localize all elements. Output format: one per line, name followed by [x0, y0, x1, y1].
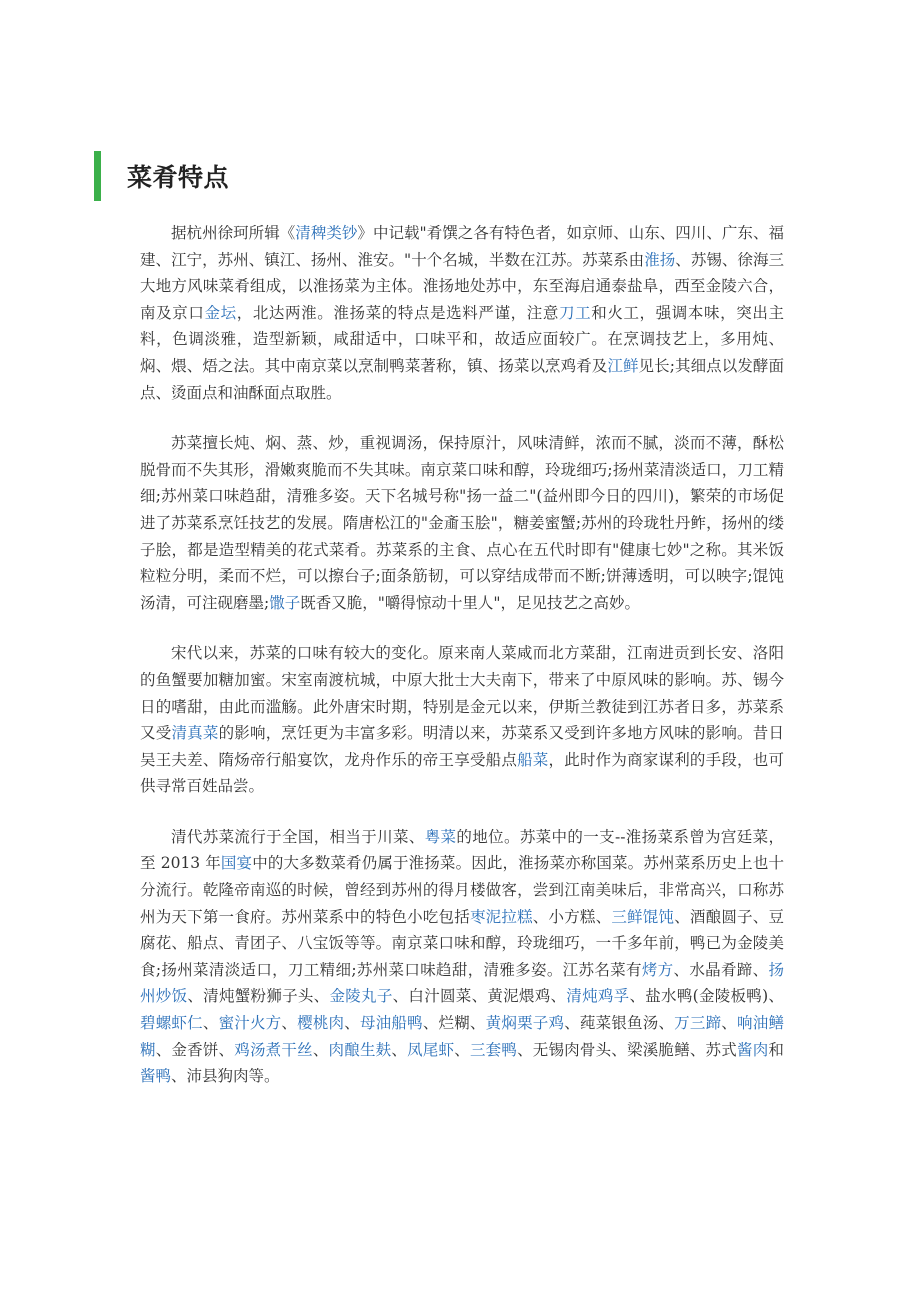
article-link[interactable]: 万三蹄 [674, 1014, 722, 1033]
article-link[interactable]: 黄焖栗子鸡 [485, 1014, 565, 1033]
article-link[interactable]: 清稗类钞 [295, 224, 358, 242]
article-link[interactable]: 母油船鸭 [359, 1014, 423, 1033]
article-paragraph [140, 430, 784, 616]
paragraph-text: 、 [721, 1014, 737, 1033]
article-paragraph [140, 640, 784, 800]
article-link[interactable]: 船菜 [517, 750, 549, 769]
article-link[interactable]: 碧螺虾仁 [140, 1014, 203, 1033]
article-link[interactable]: 扬州炒饭 [140, 960, 784, 1006]
article-paragraph [140, 824, 784, 1090]
paragraph-text: 清代苏菜流行于全国，相当于川菜、 [171, 827, 425, 846]
paragraph-text: ，北达两淮。淮扬菜的特点是选料严谨，注意 [236, 303, 559, 322]
article-link[interactable]: 鸡汤煮干丝 [234, 1040, 313, 1059]
paragraph-text: 中的大多数菜肴仍属于淮扬菜。因此，淮扬菜亦称国菜。苏州菜系历史上也十分流行。乾隆帝南巡的时候，曾经到苏州的得月楼做客，尝到江南美味后，非常高兴，口称苏州为天下第一食府。苏州菜系中的特色小吃包括 [140, 854, 784, 926]
paragraph-text: 的地位。苏菜中的一支--淮扬菜系曾为宫廷菜，至 2013 年 [140, 827, 784, 873]
paragraph-text: 、小方糕、 [532, 907, 612, 926]
article-link[interactable]: 金陵丸子 [329, 987, 393, 1006]
article-link[interactable]: 馓子 [269, 593, 301, 612]
paragraph-text: 、沛县狗肉等。 [171, 1067, 280, 1086]
article-body [140, 220, 784, 1114]
paragraph-text: 、清炖蟹粉狮子头、 [187, 987, 330, 1006]
paragraph-text: 、盐水鸭(金陵板鸭)、 [629, 987, 784, 1006]
paragraph-text: 、 [202, 1014, 219, 1033]
paragraph-text: 、白汁圆菜、黄泥煨鸡、 [392, 987, 567, 1006]
paragraph-text: 见长;其细点以发酵面点、烫面点和油酥面点取胜。 [140, 356, 784, 402]
paragraph-text: 和 [768, 1040, 784, 1059]
paragraph-text: 既香又脆，"嚼得惊动十里人"，足见技艺之高妙。 [300, 593, 641, 612]
article-link[interactable]: 酱鸭 [140, 1067, 172, 1086]
paragraph-text: 、金香饼、 [155, 1040, 235, 1059]
article-link[interactable]: 三鲜馄饨 [611, 907, 675, 926]
article-link[interactable]: 酱肉 [736, 1040, 769, 1059]
paragraph-text: 、烂糊、 [422, 1014, 486, 1033]
paragraph-text: 的影响，烹饪更为丰富多彩。明清以来，苏菜系又受到许多地方风味的影响。昔日吴王夫差、隋炀帝行船宴饮，龙舟作乐的帝王享受船点 [140, 724, 784, 769]
article-paragraph [140, 220, 784, 406]
article-link[interactable]: 蜜汁火方 [218, 1014, 282, 1033]
article-link[interactable]: 枣泥拉糕 [469, 907, 533, 926]
paragraph-text: 、 [344, 1014, 360, 1033]
paragraph-text: ，此时作为商家谋利的手段，也可供寻常百姓品尝。 [140, 750, 784, 796]
article-link[interactable]: 清真菜 [171, 724, 219, 743]
paragraph-text: 、 [312, 1040, 329, 1059]
paragraph-text: 据杭州徐珂所辑《 [171, 224, 296, 242]
article-link[interactable]: 粤菜 [424, 827, 457, 846]
paragraph-text: 苏菜擅长炖、焖、蒸、炒，重视调汤，保持原汁，风味清鲜，浓而不腻，淡而不薄，酥松脱骨而不失其形，滑嫩爽脆而不失其味。南京菜口味和醇，玲珑细巧;扬州菜清淡适口，刀工精细;苏州菜口味趋甜，清雅多姿。天下名城号称"扬一益二"(益州即今日的四川)，繁荣的市场促进了苏菜系烹饪技艺的发展。隋唐松江的"金齑玉脍"，糖姜蜜蟹;苏州的玲珑牡丹鲊，扬州的缕子脍，都是造型精美的花式菜肴。苏菜系的主食、点心在五代时即有"健康七妙"之称。其米饭粒粒分明，柔而不烂，可以擦台子;面条筋韧，可以穿结成带而不断;饼薄透明，可以映字;馄饨汤清，可注砚磨墨; [140, 434, 784, 612]
paragraph-text: 、无锡肉骨头、梁溪脆鳝、苏式 [517, 1040, 737, 1059]
article-link[interactable]: 响油鳝糊 [140, 1014, 784, 1059]
paragraph-text: 、 [454, 1040, 470, 1059]
paragraph-text: 、苏锡、徐海三大地方风味菜肴组成，以淮扬菜为主体。淮扬地处苏中，东至海启通泰盐阜，西至金陵六合，南及京口 [140, 250, 784, 322]
article-link[interactable]: 凤尾虾 [407, 1040, 455, 1059]
article-link[interactable]: 江鲜 [607, 356, 639, 375]
article-link[interactable]: 刀工 [558, 303, 592, 322]
paragraph-text: 、水晶肴蹄、 [673, 960, 769, 979]
article-link[interactable]: 金坛 [204, 303, 237, 322]
article-link[interactable]: 淮扬 [644, 250, 676, 269]
section-heading [94, 151, 229, 201]
article-link[interactable]: 国宴 [220, 854, 253, 873]
article-link[interactable]: 烤方 [641, 960, 674, 979]
paragraph-text: 和火工，强调本味，突出主料，色调淡雅，造型新颖，咸甜适中，口味平和，故适应面较广。在烹调技艺上，多用炖、焖、煨、焐之法。其中南京菜以烹制鸭菜著称，镇、扬菜以烹鸡肴及 [140, 303, 784, 375]
paragraph-text: 、莼菜银鱼汤、 [564, 1014, 675, 1033]
article-link[interactable]: 樱桃肉 [297, 1014, 345, 1033]
article-link[interactable]: 清炖鸡孚 [566, 987, 630, 1006]
heading-accent-bar [94, 151, 101, 201]
paragraph-text: 》中记载"肴馔之各有特色者，如京师、山东、四川、广东、福建、江宁，苏州、镇江、扬州、淮安。"十个名城，半数在江苏。苏菜系由 [140, 224, 784, 269]
paragraph-text: 宋代以来，苏菜的口味有较大的变化。原来南人菜咸而北方菜甜，江南进贡到长安、洛阳的鱼蟹要加糖加蜜。宋室南渡杭城，中原大批士大夫南下，带来了中原风味的影响。苏、锡今日的嗜甜，由此而滥觞。此外唐宋时期，特别是金元以来，伊斯兰教徒到江苏者日多，苏菜系又受 [140, 644, 784, 743]
paragraph-text: 、酒酿圆子、豆腐花、船点、青团子、八宝饭等等。南京菜口味和醇，玲珑细巧，一千多年前，鸭已为金陵美食;扬州菜清淡适口，刀工精细;苏州菜口味趋甜，清雅多姿。江苏名菜有 [140, 907, 784, 979]
page-title: 菜肴特点 [127, 163, 230, 192]
article-link[interactable]: 肉酿生麸 [328, 1040, 392, 1059]
article-link[interactable]: 三套鸭 [469, 1040, 518, 1059]
paragraph-text: 、 [281, 1014, 298, 1033]
paragraph-text: 、 [391, 1040, 408, 1059]
